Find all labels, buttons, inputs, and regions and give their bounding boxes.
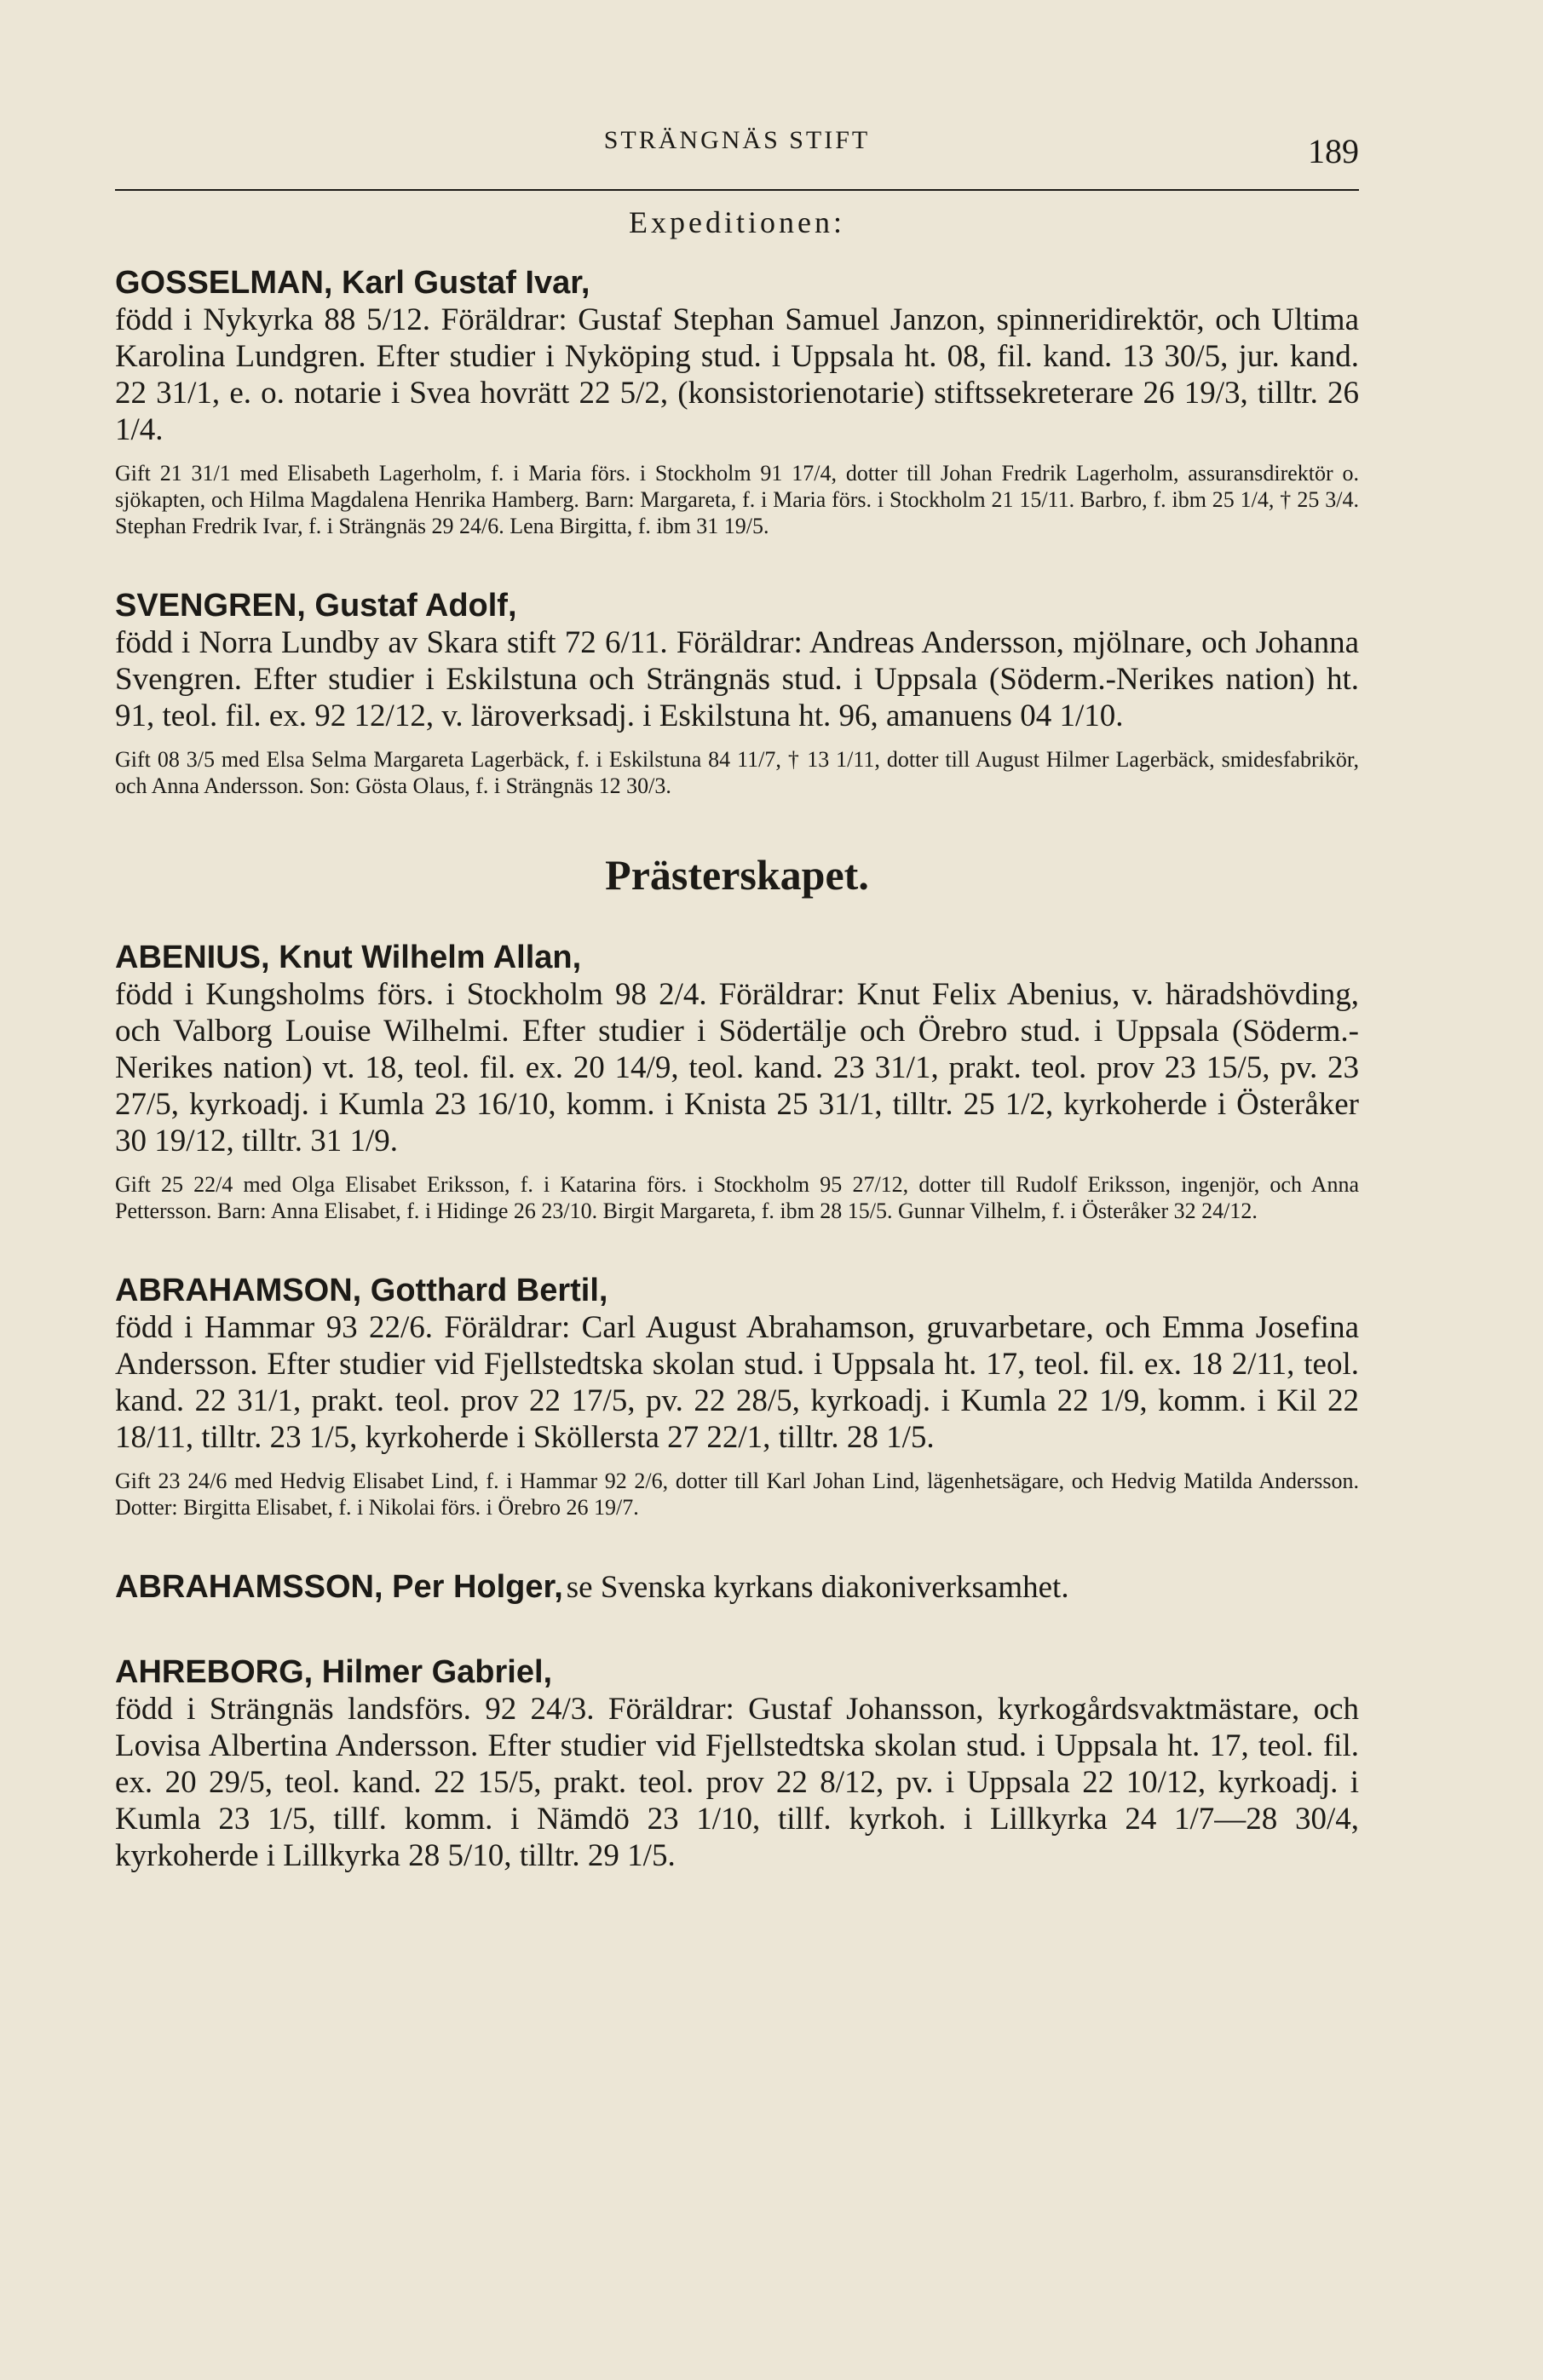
entry-body: född i Norra Lundby av Skara stift 72 6/11. Föräldrar: Andreas Andersson, mjölnare, och Johanna Svengren. Efter studier i Eskilstuna och Strängnäs stud. i Uppsala (Söderm.-Nerikes nation) ht. 91, teol. fil. ex. 92 12/12, v. läroverksadj. i Eskilstuna ht. 96, amanuens 04 1/10. — [115, 625, 1359, 733]
entry-body: född i Nykyrka 88 5/12. Föräldrar: Gustaf Stephan Samuel Janzon, spinneridirektör, och Ultima Karolina Lundgren. Efter studier i Nyköping stud. i Uppsala ht. 08, fil. kand. 13 30/5, jur. kand. 22 31/1, e. o. notarie i Svea hovrätt 22 5/2, (konsistorienotarie) stiftssekreterare 26 19/3, tilltr. 26 1/4. — [115, 302, 1359, 447]
entry-family: Gift 08 3/5 med Elsa Selma Margareta Lagerbäck, f. i Eskilstuna 84 11/7, † 13 1/11, dotter till August Hilmer Lagerbäck, smidesfabrikör, och Anna Andersson. Son: Gösta Olaus, f. i Strängnäs 12 30/3. — [115, 747, 1359, 798]
page-header — [115, 85, 1359, 170]
entry-name: ABRAHAMSON, Gotthard Bertil, — [115, 1273, 608, 1308]
section-heading-expeditionen: Expeditionen: — [629, 205, 845, 239]
entry-body: född i Hammar 93 22/6. Föräldrar: Carl August Abrahamson, gruvarbetare, och Emma Josefina Andersson. Efter studier vid Fjellstedtska skolan stud. i Uppsala ht. 17, teol. fil. ex. 18 2/11, teol. kand. 22 31/1, prakt. teol. prov 22 17/5, pv. 22 28/5, kyrkoadj. i Kumla 22 1/9, komm. i Kil 22 18/11, tilltr. 23 1/5, kyrkoherde i Sköllersta 27 22/1, tilltr. 28 1/5. — [115, 1310, 1359, 1455]
entry-abrahamsson — [115, 1568, 1359, 1606]
entry-name: AHREBORG, Hilmer Gabriel, — [115, 1654, 553, 1690]
entry-abrahamson — [115, 1272, 1359, 1521]
page-number: 189 — [1308, 132, 1359, 170]
entry-family: Gift 25 22/4 med Olga Elisabet Eriksson, f. i Katarina förs. i Stockholm 95 27/12, dotter till Rudolf Eriksson, ingenjör, och Anna Pettersson. Barn: Anna Elisabet, f. i Hidinge 26 23/10. Birgit Margareta, f. ibm 28 15/5. Gunnar Vilhelm, f. i Österåker 32 24/12. — [115, 1172, 1359, 1223]
page-content — [115, 204, 1359, 1922]
entry-name: ABENIUS, Knut Wilhelm Allan, — [115, 940, 582, 975]
entry-name: ABRAHAMSSON, Per Holger, — [115, 1569, 563, 1605]
entry-body: född i Strängnäs landsförs. 92 24/3. Föräldrar: Gustaf Johansson, kyrkogårdsvaktmästare, och Lovisa Albertina Andersson. Efter studier vid Fjellstedtska skolan stud. i Uppsala ht. 17, teol. fil. ex. 20 29/5, teol. kand. 22 15/5, prakt. teol. prov 22 8/12, pv. i Uppsala 22 10/12, kyrkoadj. i Kumla 23 1/5, tillf. komm. i Nämdö 23 1/10, tillf. kyrkoh. i Lillkyrka 24 1/7—28 30/4, kyrkoherde i Lillkyrka 28 5/10, tilltr. 29 1/5. — [115, 1692, 1359, 1873]
entry-name: SVENGREN, Gustaf Adolf, — [115, 588, 517, 624]
entry-ahreborg — [115, 1653, 1359, 1874]
entry-body: se Svenska kyrkans diakoniverksamhet. — [566, 1570, 1069, 1605]
entry-family: Gift 23 24/6 med Hedvig Elisabet Lind, f. i Hammar 92 2/6, dotter till Karl Johan Lind, lägenhetsägare, och Hedvig Matilda Andersson. Dotter: Birgitta Elisabet, f. i Nikolai förs. i Örebro 26 19/7. — [115, 1469, 1359, 1520]
entry-family: Gift 21 31/1 med Elisabeth Lagerholm, f. i Maria förs. i Stockholm 91 17/4, dotter till Johan Fredrik Lagerholm, assuransdirektör o. sjökapten, och Hilma Magdalena Henrika Hamberg. Barn: Margareta, f. i Maria förs. i Stockholm 21 15/11. Barbro, f. ibm 25 1/4, † 25 3/4. Stephan Fredrik Ivar, f. i Strängnäs 29 24/6. Lena Birgitta, f. ibm 31 19/5. — [115, 461, 1359, 538]
entry-abenius — [115, 939, 1359, 1224]
entry-svengren — [115, 587, 1359, 799]
entry-gosselman — [115, 264, 1359, 539]
entry-name: GOSSELMAN, Karl Gustaf Ivar, — [115, 265, 590, 301]
section-heading-prasterskapet: Prästerskapet. — [605, 851, 869, 899]
running-title: STRÄNGNÄS STIFT — [603, 126, 871, 154]
entry-body: född i Kungsholms förs. i Stockholm 98 2/4. Föräldrar: Knut Felix Abenius, v. häradshövding, och Valborg Louise Wilhelmi. Efter studier i Södertälje och Örebro stud. i Uppsala (Söderm.-Nerikes nation) vt. 18, teol. fil. ex. 20 14/9, teol. kand. 23 31/1, prakt. teol. prov 23 15/5, pv. 23 27/5, kyrkoadj. i Kumla 23 16/10, komm. i Knista 25 31/1, tilltr. 25 1/2, kyrkoherde i Österåker 30 19/12, tilltr. 31 1/9. — [115, 977, 1359, 1158]
header-rule — [115, 189, 1359, 191]
